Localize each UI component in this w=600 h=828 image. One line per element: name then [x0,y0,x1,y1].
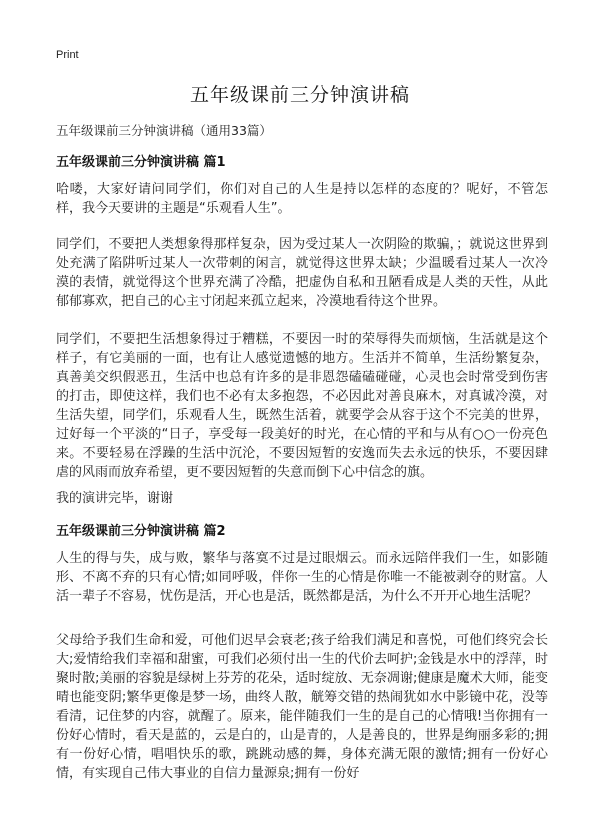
section-heading-1: 五年级课前三分钟演讲稿 篇1 [56,155,226,170]
paragraph: 我的演讲完毕，谢谢 [56,491,174,506]
paragraph: 同学们，不要把生活想象得过于糟糕，不要因一时的荣辱得失而烦恼，生活就是这个样子，有它美丽的一面，也有让人感觉遗憾的地方。生活并不简单，生活纷繁复杂，真善美交织假恶丑，生活中也总有许多的是非恩怨磕磕碰碰，心灵也会时常受到伤害的打击，即使这样，我们也不必有太多抱怨，不必因此对善良麻木，对真诚冷漠，对生活失望，同学们，乐观看人生，既然生活着，就要学会从容于这个不完美的世界，过好每一个平淡的“日子，享受每一段美好的时光，在心情的平和与从有○○一份亮色来。不要轻易在浮躁的生活中沉沦，不要因短暂的安逸而失去永远的快乐，不要因肆虐的风雨而放弃希望，更不要因短暂的失意而倒下心中信念的旗。 [56,332,548,480]
paragraph: 哈喽，大家好请问同学们，你们对自己的人生是持以怎样的态度的？呢好，不管怎样，我今天要讲的主题是“乐观看人生”。 [56,182,548,216]
document-subtitle: 五年级课前三分钟演讲稿（通用33篇） [56,123,272,138]
paragraph: 人生的得与失，成与败，繁华与落寞不过是过眼烟云。而永远陪伴我们一生，如影随形、不离不弃的只有心情;如同呼吸，伴你一生的心情是你唯一不能被剥夺的财富。人活一辈子不容易，忧伤是活，开心也是活，既然都是活，为什么不开开心地生活呢？ [56,551,548,604]
paragraph: 同学们，不要把人类想象得那样复杂，因为受过某人一次阴险的欺骗，；就说这世界到处充满了陷阱听过某人一次带刺的闲言，就觉得这世界太缺；少温暖看过某人一次冷漠的表情，就觉得这个世界充满了冷酷，把虚伪自私和丑陋看成是人类的天性，从此郁郁寡欢，把自己的心主寸闭起来孤立起来，冷漠地看待这个世界。 [56,237,548,309]
page-title: 五年级课前三分钟演讲稿 [189,84,410,106]
print-link[interactable]: Print [56,49,79,61]
section-heading-2: 五年级课前三分钟演讲稿 篇2 [56,524,226,539]
paragraph: 父母给予我们生命和爱，可他们迟早会衰老;孩子给我们满足和喜悦，可他们终究会长大;爱情给我们幸福和甜蜜，可我们必须付出一生的代价去呵护;金钱是水中的浮萍，时聚时散;美丽的容貌是绿树上芬芳的花朵，适时绽放、无奈凋谢;健康是魔术大师，能变晴也能变阴;繁华更像是梦一场，曲终人散，觥筹交错的热闹犹如水中影镜中花，没等看清，记住梦的内容，就醒了。原来，能伴随我们一生的是自己的心情哦!当你拥有一份好心情时，看天是蓝的，云是白的，山是青的，人是善良的，世界是绚丽多彩的;拥有一份好心情，唱唱快乐的歌，跳跳动感的舞，身体充满无限的激情;拥有一份好心情，有实现自己伟大事业的自信力量源泉;拥有一份好 [56,633,548,781]
